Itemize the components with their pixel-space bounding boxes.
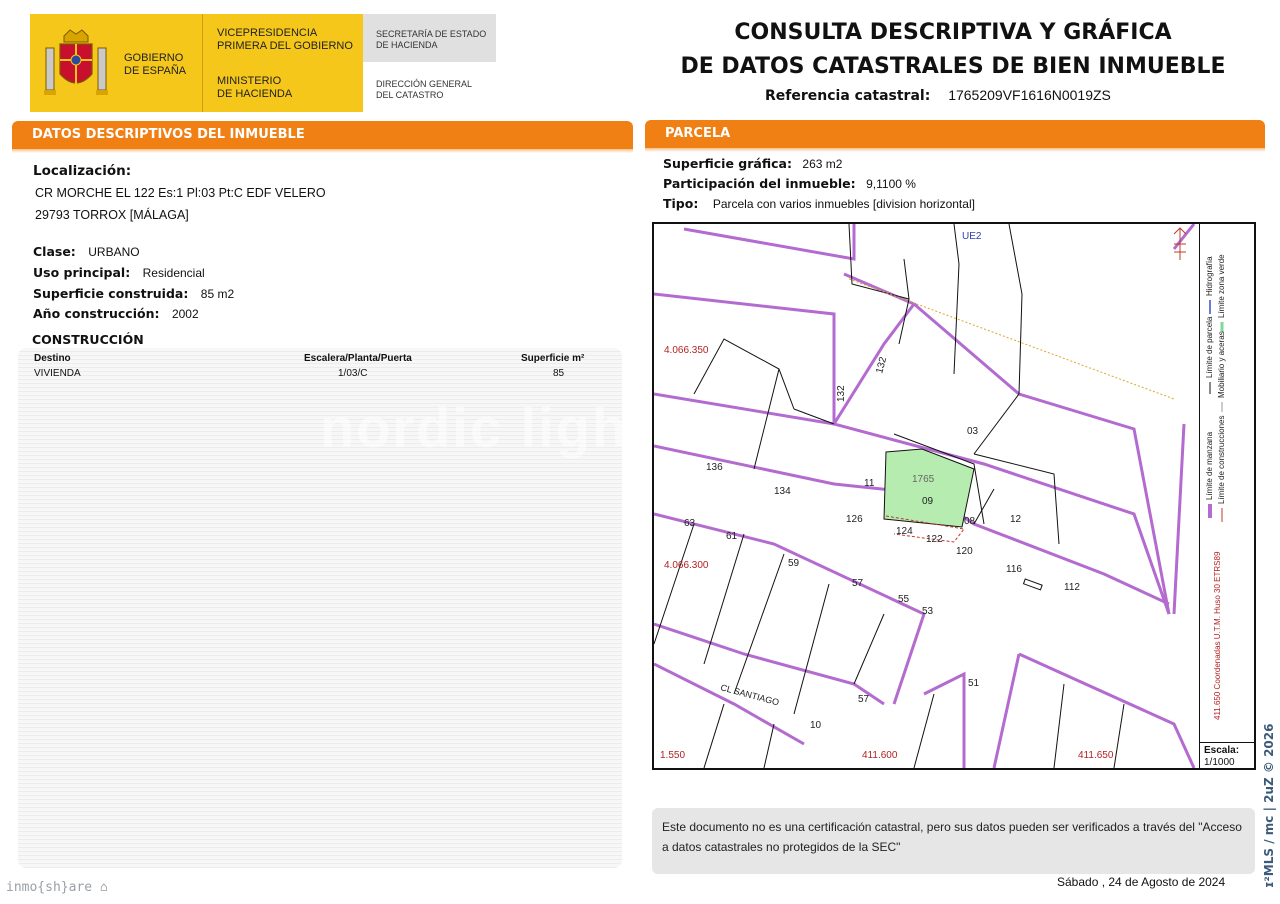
tipo-value: Parcela con varios inmuebles [division horizontal] <box>712 197 975 211</box>
label-136: 136 <box>706 462 723 473</box>
label-55: 55 <box>898 594 910 605</box>
anio-row <box>33 305 199 323</box>
col-superficie: Superficie m² <box>521 353 585 364</box>
label-11: 11 <box>864 478 875 489</box>
address-line-2: 29793 TORROX [MÁLAGA] <box>35 208 189 222</box>
label-03: 03 <box>967 426 979 437</box>
document-title <box>650 16 1256 84</box>
label-08: 08 <box>964 516 976 527</box>
label-112: 112 <box>1064 582 1080 593</box>
construccion-title: CONSTRUCCIÓN <box>32 332 144 347</box>
label-122: 122 <box>926 534 943 545</box>
label-09: 09 <box>922 496 934 507</box>
uso-row <box>33 264 205 282</box>
legend-zona-verde: Límite zona verde <box>1217 254 1226 318</box>
label-59: 59 <box>788 558 800 569</box>
clase-label: Clase: <box>33 244 76 259</box>
label-10: 10 <box>810 720 822 731</box>
scale-box <box>1199 742 1256 770</box>
label-53: 53 <box>922 606 934 617</box>
label-y2: 4.066.300 <box>664 560 709 571</box>
label-63: 63 <box>684 518 696 529</box>
col-escalera: Escalera/Planta/Puerta <box>304 353 412 364</box>
label-street: CL SANTIAGO <box>719 682 781 708</box>
cell-escalera: 1/03/C <box>338 368 368 379</box>
label-61: 61 <box>726 531 738 542</box>
label-120: 120 <box>956 546 973 557</box>
label-x3: 411.650 <box>1078 750 1114 761</box>
vicepresidencia-label: VICEPRESIDENCIA PRIMERA DEL GOBIERNO <box>217 27 353 52</box>
cell-destino: VIVIENDA <box>34 368 81 379</box>
map-drawing <box>654 224 1254 768</box>
brand-text: inmo{sh}are <box>6 880 93 895</box>
uso-label: Uso principal: <box>33 265 131 280</box>
superficie-construida-row <box>33 285 234 303</box>
legend-construcciones: Límite de construcciones <box>1217 415 1226 504</box>
tipo-label: Tipo: <box>663 196 699 211</box>
label-116: 116 <box>1006 564 1022 575</box>
participacion-row <box>663 175 916 193</box>
map-feature <box>1024 579 1043 590</box>
datos-descriptivos-header: DATOS DESCRIPTIVOS DEL INMUEBLE <box>12 121 633 149</box>
house-icon: ⌂ <box>99 880 108 895</box>
label-parcel: 1765 <box>912 474 935 485</box>
scale-value: 1/1000 <box>1204 757 1235 768</box>
ref-value: 1765209VF1616N0019ZS <box>948 87 1111 103</box>
label-132a: 132 <box>836 385 847 402</box>
brand-logo <box>6 880 108 895</box>
label-126: 126 <box>846 514 863 525</box>
label-ue2: UE2 <box>962 231 982 242</box>
label-x2: 411.600 <box>862 750 898 761</box>
document-date: Sábado , 24 de Agosto de 2024 <box>1057 875 1226 889</box>
superficie-construida-label: Superficie construida: <box>33 286 189 301</box>
superficie-grafica-value: 263 m2 <box>802 157 843 171</box>
label-x1: 1.550 <box>660 750 686 761</box>
legend-coordinates: 411.650 Coordenadas U.T.M. Huso 30 ETRS89 <box>1213 551 1222 720</box>
highlighted-parcel <box>884 449 974 527</box>
localizacion-label: Localización: <box>33 163 132 179</box>
side-copyright: ɪ²MLS / mc | 2uZ © 2026 <box>1262 723 1276 888</box>
header-divider <box>202 14 203 112</box>
parcela-header: PARCELA <box>645 120 1265 148</box>
superficie-grafica-row <box>663 155 842 173</box>
legend-manzana: Límite de manzana <box>1205 431 1214 500</box>
legend-hidrografia: Hidrografía <box>1205 256 1214 296</box>
title-line-2: DE DATOS CATASTRALES DE BIEN INMUEBLE <box>680 54 1226 79</box>
address-line-1: CR MORCHE EL 122 Es:1 Pl:03 Pt:C EDF VELERO <box>35 186 326 200</box>
title-line-1: CONSULTA DESCRIPTIVA Y GRÁFICA <box>734 20 1172 45</box>
label-51: 51 <box>968 678 980 689</box>
referencia-catastral <box>765 87 1111 104</box>
disclaimer-note: Este documento no es una certificación catastral, pero sus datos pueden ser verificados a través del "Acceso a datos catastrales no protegidos de la SEC" <box>652 808 1255 874</box>
tipo-row <box>663 195 975 213</box>
government-header <box>30 14 496 112</box>
clase-row <box>33 243 140 261</box>
uso-value: Residencial <box>142 266 205 280</box>
label-12: 12 <box>1010 514 1022 525</box>
superficie-grafica-label: Superficie gráfica: <box>663 156 792 171</box>
cadastral-map[interactable] <box>652 222 1256 770</box>
superficie-construida-value: 85 m2 <box>200 287 235 301</box>
scale-label: Escala: <box>1204 745 1240 756</box>
anio-label: Año construcción: <box>33 306 160 321</box>
north-arrow-icon <box>1174 228 1186 260</box>
label-57b: 57 <box>858 694 870 705</box>
label-132b: 132 <box>874 355 890 375</box>
cell-superficie: 85 <box>553 368 565 379</box>
participacion-label: Participación del inmueble: <box>663 176 856 191</box>
clase-value: URBANO <box>88 245 140 259</box>
gobierno-label: GOBIERNO DE ESPAÑA <box>124 52 187 77</box>
ref-label: Referencia catastral: <box>765 88 931 104</box>
label-57: 57 <box>852 578 864 589</box>
anio-value: 2002 <box>171 307 199 321</box>
map-legend <box>1199 222 1256 742</box>
coat-of-arms-icon <box>42 26 110 100</box>
label-y1: 4.066.350 <box>664 345 709 356</box>
col-destino: Destino <box>34 353 71 364</box>
secretaria-label: SECRETARÍA DE ESTADO DE HACIENDA <box>376 29 487 50</box>
label-134: 134 <box>774 486 791 497</box>
legend-parcela: Límite de parcela <box>1205 316 1214 378</box>
ministerio-label: MINISTERIO DE HACIENDA <box>217 75 293 100</box>
participacion-value: 9,1100 % <box>866 177 916 191</box>
legend-mobiliario: Mobiliario y aceras <box>1217 331 1226 398</box>
label-124: 124 <box>896 526 913 537</box>
legend-drawing <box>1200 222 1256 742</box>
watermark-text: nordic light <box>320 396 649 459</box>
direccion-label: DIRECCIÓN GENERAL DEL CATASTRO <box>376 79 473 100</box>
